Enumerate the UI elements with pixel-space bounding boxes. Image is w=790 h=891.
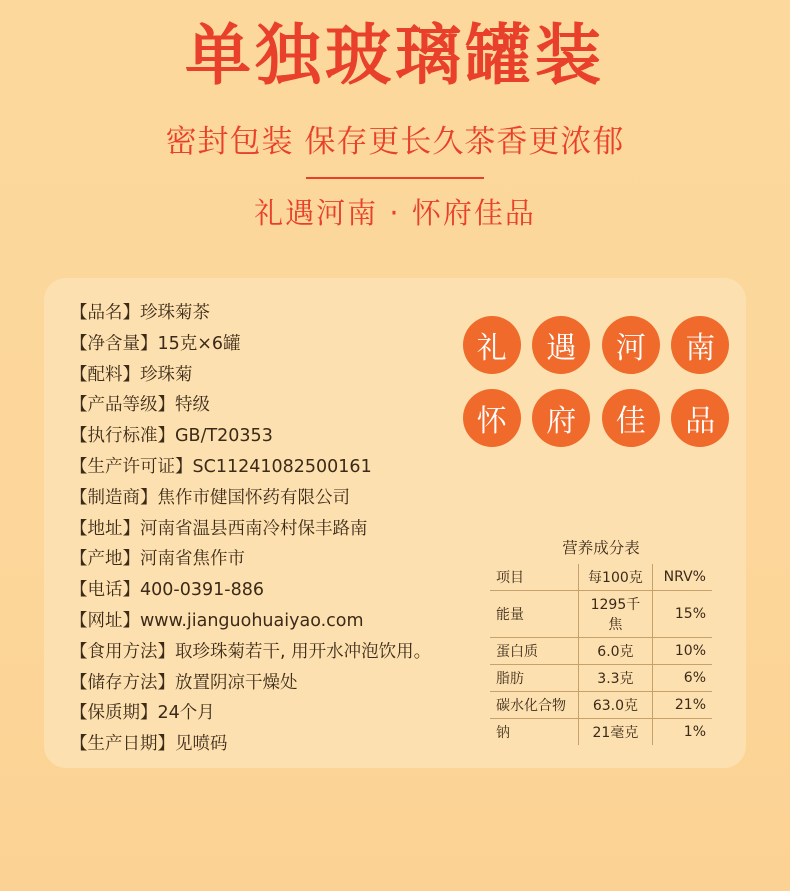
table-cell: 10% (652, 638, 712, 665)
list-item: 【配料】珍珠菊 (70, 364, 193, 385)
product-info-card (44, 278, 746, 768)
page-subtitle: 密封包装 保存更长久茶香更浓郁 (165, 123, 625, 160)
list-item: 【产品等级】特级 (70, 395, 210, 416)
table-cell: 3.3克 (579, 665, 652, 692)
seal-stamp: 品 (671, 389, 729, 447)
seal-stamp: 南 (671, 316, 729, 374)
seal-stamp: 府 (532, 389, 590, 447)
list-item: 【制造商】焦作市健国怀药有限公司 (70, 487, 350, 508)
list-item: 【品名】珍珠菊茶 (70, 303, 210, 323)
list-item: 【地址】河南省温县西南冷村保丰路南 (70, 518, 368, 539)
list-item: 【生产许可证】SC11241082500161 (70, 456, 372, 477)
divider-line (306, 177, 484, 179)
table-cell: 6.0克 (579, 638, 652, 665)
table-cell: 63.0克 (579, 692, 652, 719)
column-header: NRV% (652, 564, 712, 591)
list-item: 【产地】河南省焦作市 (70, 549, 245, 570)
table-cell: 蛋白质 (490, 638, 579, 665)
table-cell: 21% (652, 692, 712, 719)
nutrition-facts (490, 536, 712, 745)
table-cell: 脂肪 (490, 665, 579, 692)
list-item: 【保质期】24个月 (70, 703, 215, 724)
list-item: 【食用方法】取珍珠菊若干, 用开水冲泡饮用。 (70, 641, 432, 662)
table-row (490, 719, 712, 746)
table-cell: 1% (652, 719, 712, 746)
table-row (490, 665, 712, 692)
list-item: 【生产日期】见喷码 (70, 734, 228, 755)
nutrition-table (490, 564, 712, 745)
table-cell: 能量 (490, 591, 579, 638)
seal-stamp: 佳 (602, 389, 660, 447)
seal-stamp: 礼 (463, 316, 521, 374)
list-item: 【储存方法】放置阴凉干燥处 (70, 672, 298, 693)
list-item: 【执行标准】GB/T20353 (70, 426, 273, 447)
list-item: 【电话】400-0391-886 (70, 580, 264, 601)
table-cell: 碳水化合物 (490, 692, 579, 719)
table-row (490, 591, 712, 638)
seal-stamp-group (462, 316, 730, 447)
column-header: 项目 (490, 564, 579, 591)
column-header: 每100克 (579, 564, 652, 591)
table-cell: 钠 (490, 719, 579, 746)
seal-stamp: 遇 (532, 316, 590, 374)
divider (0, 177, 790, 179)
table-row (490, 638, 712, 665)
page-header (0, 0, 790, 232)
table-cell: 1295千焦 (579, 591, 652, 638)
table-cell: 6% (652, 665, 712, 692)
page-slogan: 礼遇河南 · 怀府佳品 (254, 195, 536, 230)
table-cell: 15% (652, 591, 712, 638)
table-header-row (490, 564, 712, 591)
nutrition-title: 营养成分表 (562, 539, 640, 557)
seal-stamp: 怀 (463, 389, 521, 447)
list-item: 【净含量】15克×6罐 (70, 333, 241, 354)
table-row (490, 692, 712, 719)
list-item: 【网址】www.jianguohuaiyao.com (70, 610, 364, 631)
page-title: 单独玻璃罐装 (185, 17, 605, 94)
table-cell: 21毫克 (579, 719, 652, 746)
seal-stamp: 河 (602, 316, 660, 374)
specification-list (70, 298, 490, 760)
